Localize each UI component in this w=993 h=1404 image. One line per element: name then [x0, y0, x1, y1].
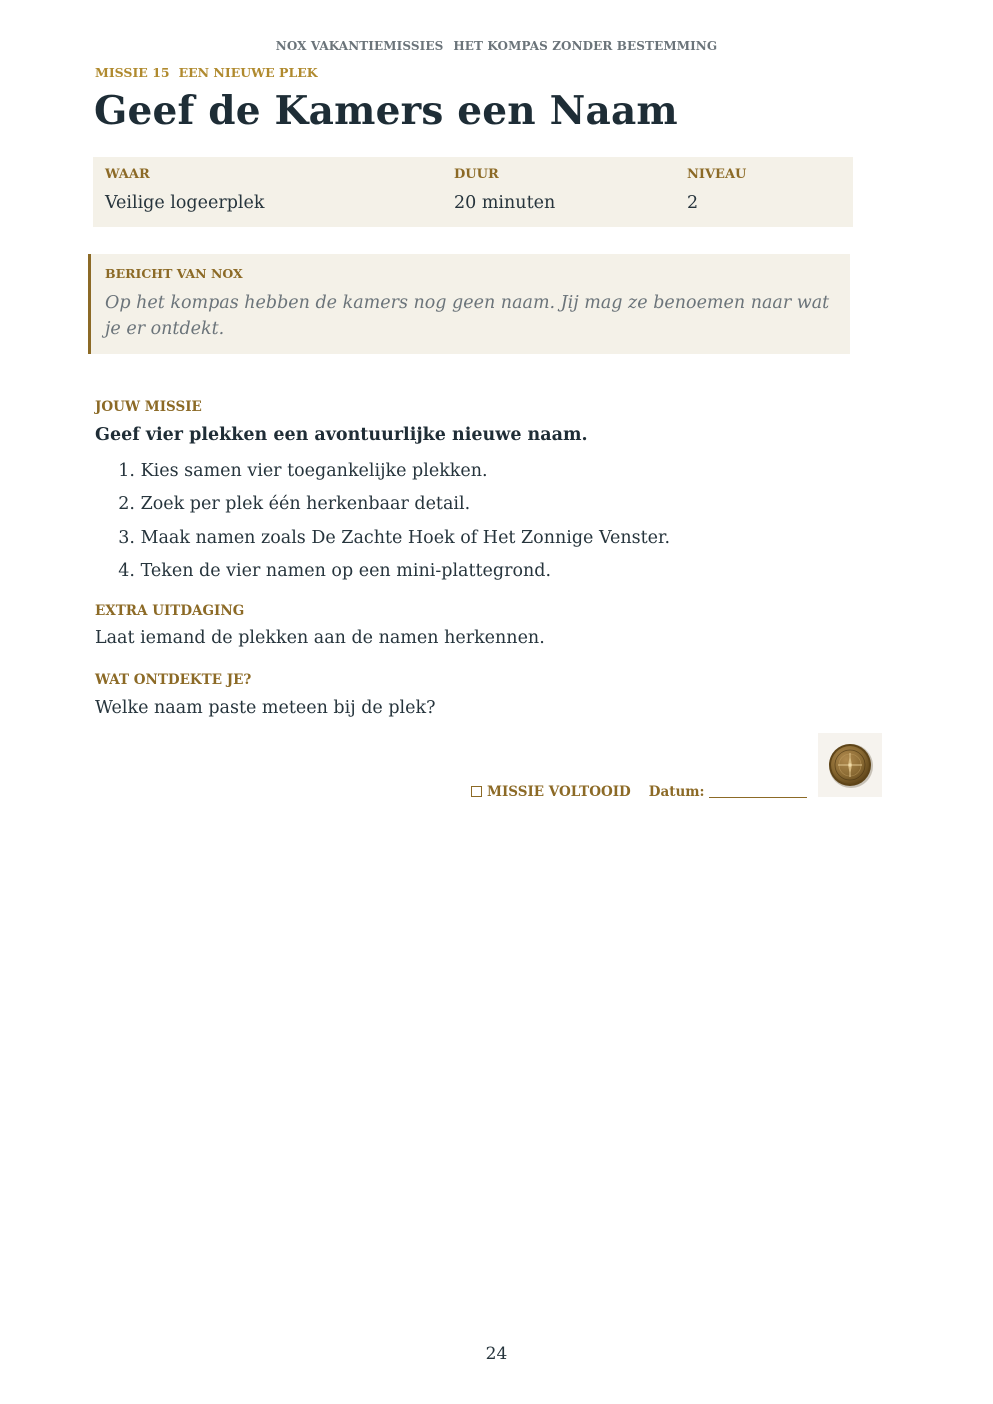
extra-challenge-text: Laat iemand de plekken aan de namen herkennen. — [95, 628, 545, 648]
info-where-value: Veilige logeerplek — [105, 193, 265, 213]
list-item — [95, 492, 670, 525]
info-duration-label: DUUR — [454, 167, 499, 182]
message-label: BERICHT VAN NOX — [105, 266, 243, 281]
reflection-text: Welke naam paste meteen bij de plek? — [95, 698, 436, 718]
reflection-label: WAT ONTDEKTE JE? — [95, 672, 252, 688]
mission-complete-label: MISSIE VOLTOOID — [487, 784, 631, 800]
step-text: Zoek per plek één herkenbaar detail. — [140, 494, 471, 515]
list-item — [95, 526, 670, 559]
mission-steps — [95, 459, 670, 592]
info-where-label: WAAR — [105, 167, 150, 182]
step-number: 2. — [118, 494, 135, 515]
list-item — [95, 459, 670, 492]
list-item — [95, 559, 670, 592]
your-mission-label: JOUW MISSIE — [95, 399, 202, 415]
book-title: HET KOMPAS ZONDER BESTEMMING — [453, 39, 718, 53]
extra-challenge-label: EXTRA UITDAGING — [95, 603, 245, 619]
page-number: 24 — [485, 1344, 508, 1364]
step-number: 3. — [118, 527, 135, 548]
step-number: 4. — [118, 560, 135, 581]
nox-message-box — [88, 254, 850, 354]
message-text: Op het kompas hebben de kamers nog geen naam. Jij mag ze benoemen naar wat je er ontdekt. — [105, 293, 830, 339]
mission-info-box — [93, 157, 853, 227]
mission-kicker — [95, 65, 318, 80]
mission-complete-checkbox[interactable] — [471, 786, 482, 797]
date-field[interactable] — [709, 797, 807, 798]
step-number: 1. — [118, 461, 135, 481]
info-level-value: 2 — [687, 193, 699, 213]
date-label: Datum: — [648, 784, 705, 800]
info-duration-value: 20 minuten — [454, 193, 556, 213]
step-text: Teken de vier namen op een mini-plattegrond. — [140, 560, 552, 581]
your-mission-intro: Geef vier plekken een avontuurlijke nieuwe naam. — [95, 425, 588, 445]
step-text: Maak namen zoals De Zachte Hoek of Het Zonnige Venster. — [140, 527, 671, 548]
completion-row — [471, 784, 807, 800]
mission-category: EEN NIEUWE PLEK — [178, 65, 318, 80]
running-header — [0, 39, 993, 53]
badge-container — [818, 733, 882, 797]
series-title: NOX VAKANTIEMISSIES — [275, 39, 444, 53]
page-title: Geef de Kamers een Naam — [94, 88, 678, 134]
step-text: Kies samen vier toegankelijke plekken. — [140, 461, 488, 481]
mission-number: MISSIE 15 — [95, 65, 170, 80]
compass-medal-icon — [818, 733, 882, 797]
info-level-label: NIVEAU — [687, 167, 747, 182]
